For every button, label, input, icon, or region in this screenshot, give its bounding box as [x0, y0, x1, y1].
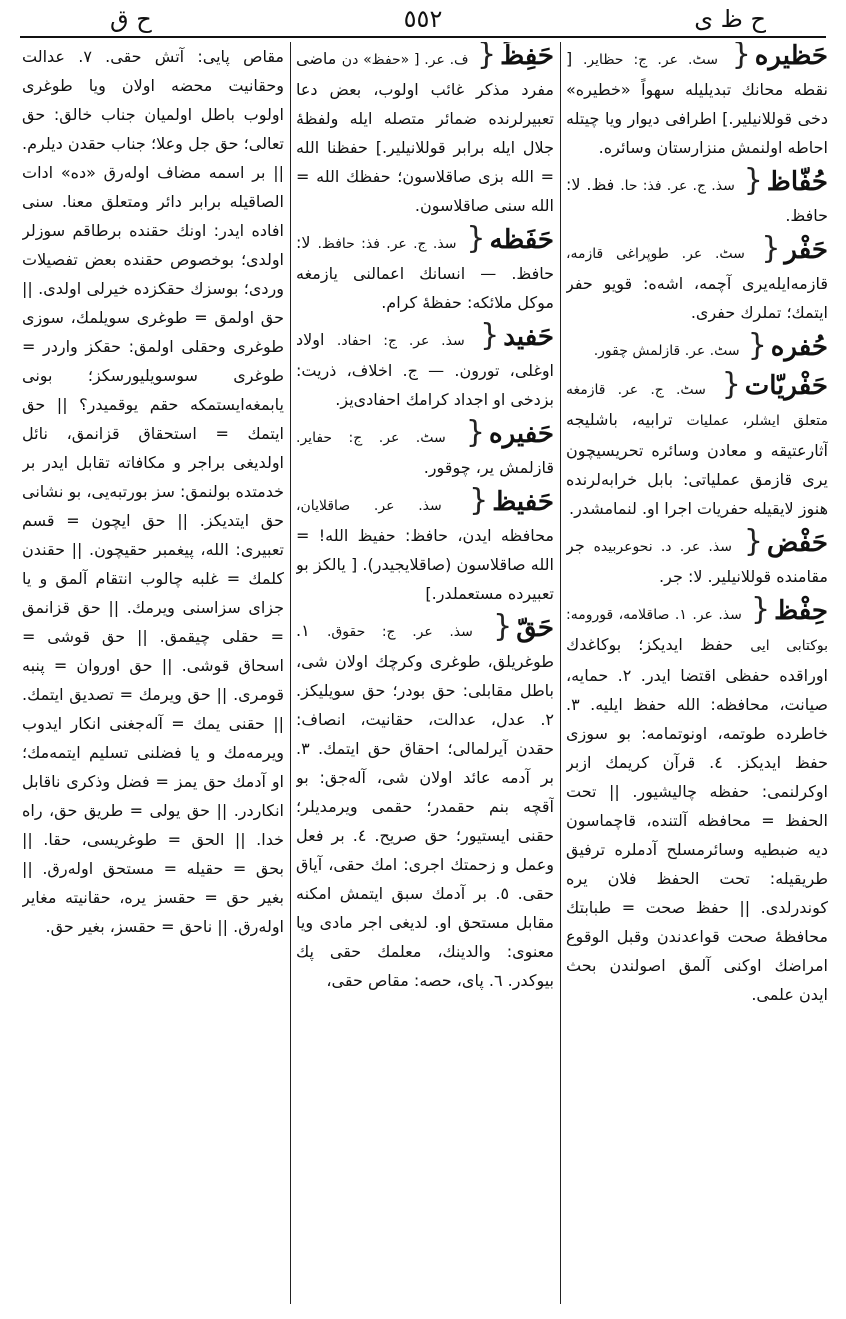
headword: حَفيره: [488, 419, 554, 449]
definition: ﻻ: حافظ. — انسانك اعمالنى يازمغه موكل ملائكه: حفظهٔ كرام.: [296, 233, 554, 312]
definition: ماضى مفرد مذكر غائب اولوب، بعض دعا تعبيرلرنده ضمائر متصله ايله ولفظهٔ جلال ايله برابر قوللانيلير.] حفظنا الله = الله بزى صاقلاسون؛ حفظك الله = الله سنى صاقلاسون.: [296, 49, 554, 215]
dictionary-entry: حَفْريّات{ سٹ. ج. عر. قازمغه متعلق ايشلر، عمليات ترابيه، باشليجه آثارعتيقه و معادن وسائره تحريسيچون يرى قازمق عملياتى: بابل خرابه‌لرنده هنوز لايقيله حفريات اجرا او. لنمامشدر.: [566, 367, 828, 518]
definition: حفظ ايديكز؛ بوكاغدك اوراقده حفظى اقتضا ايدر. ٢. حمايه، صيانت، محافظه: الله حفظ ايليه. ٣. خاطرده طوتمه، اونوتمامه: بو سوزى حفظ ايديكز. ٤. قرآن كريمك ازبر اوكرلنمى: حفظه چاليشيور. || تحت الحفظ = محافظه آلتنده، قاچماسون ديه ضبطيه وسائرمسلح آدملره ترفيق طريقيله: تحت الحفظ فلان يره كوندرلدى. || حفظ صحت = طبابتك محافظهٔ صحت قواعدندن وقبل الوقوع امراضك اوكنى آلمق اصولندن بحث ايدن علمى.: [566, 635, 828, 1004]
grammar-label: سذ. عر. ج: حقوق.: [326, 624, 473, 640]
headword: حَفْريّات: [744, 371, 828, 401]
grammar-label: ف. عر. [ «حفظ» دن: [341, 52, 469, 68]
headword: حَفْض: [766, 528, 828, 558]
headword: حُفره: [770, 332, 828, 362]
headword: حُفّاظ: [766, 167, 828, 197]
headword: حِفْظ: [774, 596, 828, 626]
grammar-label: سٹ. عر. ج: حفاير.: [296, 430, 446, 446]
definition: اولاد اوغلى، تورون. — ج. اخلاف، ذريت: بزدخى او اجداد كرامك احفادى‌يز.: [296, 330, 554, 409]
dictionary-entry: حِفْظ{ سذ. عر. ١. صاقلامه، قورومه: بوكتابى ايى حفظ ايديكز؛ بوكاغدك اوراقده حفظى اقتضا ايدر. ٢. حمايه، صيانت، محافظه: الله حفظ ايليه. ٣. خاطرده طوتمه، اونوتمامه: بو سوزى حفظ ايديكز. ٤. قرآن كريمك ازبر اوكرلنمى: حفظه چاليشيور. || تحت الحفظ = محافظه آلتنده، قاچماسون ديه ضبطيه وسائرمسلح آدملره ترفيق طريقيله: تحت الحفظ فلان يره كوندرلدى. || حفظ صحت = طبابتك محافظهٔ صحت قواعدندن وقبل الوقوع امراضك اوكنى آلمق اصولندن بحث ايدن علمى.: [566, 592, 828, 1004]
grammar-label: سذ. عر. صاقلايان،: [296, 498, 442, 514]
headword: حَفِظَ: [500, 42, 554, 71]
left-guide-word: ح ق: [110, 5, 152, 33]
dictionary-entry: حَفَظه{ سذ. ج. عر. فذ: حافظ. ﻻ: حافظ. — انسانك اعمالنى يازمغه موكل ملائكه: حفظهٔ كرام.: [296, 221, 554, 312]
column-middle: [296, 42, 554, 1304]
dictionary-entry: حُفره{ سٹ. عر. قازلمش چقور.: [593, 328, 828, 363]
grammar-label: سذ. عر. ج: احفاد.: [336, 333, 465, 349]
page-number: ٥٥٢: [403, 5, 443, 33]
dictionary-entry: حَفِظَ{ ف. عر. [ «حفظ» دن ماضى مفرد مذكر غائب اولوب، بعض دعا تعبيرلرنده ضمائر متصله ايله ولفظهٔ جلال ايله برابر قوللانيلير.] حفظنا الله = الله بزى صاقلاسون؛ حفظك الله = الله سنى صاقلاسون.: [296, 42, 554, 215]
definition: ترابيه، باشليجه آثارعتيقه و معادن وسائره تحريسيچون يرى قازمق عملياتى: بابل خرابه‌لرنده هنوز لايقيله حفريات اجرا او. لنمامشدر.: [566, 410, 828, 518]
grammar-label: سذ. عر. د. نحوعربيده: [593, 539, 732, 555]
dictionary-entry: حَقّ{ سذ. عر. ج: حقوق. ١. طوغريلق، طوغرى وكرچك اولان شى، باطل مقابلى: حق بودر؛ حق سويليكز. ٢. عدل، عدالت، حقانيت، انصاف: حقدن آيرلمالى؛ احقاق حق ايتمك. ٣. بر آدمه عائد اولان شى، آله‌جق: بو آقچه بنم حقمدر؛ حقمى ويرمديلر؛ حقنى ايستيور؛ حق صريح. ٤. بر فعل وعمل و زحمتك اجرى: امك حقى، آياق حقى. ٥. بر آدمك سبق ايتمش امكنه مقابل مستحق او. لديغى اجر مادى ويا معنوى: والدينك، معلمك حقى پك بيوكدر. ٦. پاى، حصه: مقاص حقى،: [296, 609, 554, 990]
dictionary-entry: حَفيره{ سٹ. عر. ج: حفاير. قازلمش ير، چوقور.: [296, 415, 554, 477]
definition: فظ. ﻻ: حافظ.: [566, 175, 828, 225]
dictionary-entry: حَفيظ{ سذ. عر. صاقلايان، محافظه ايدن، حافظ: حفيظ الله! = الله صاقلاسون (صاقلايجيدر). [ يالكز بو تعبيرده مستعملدر.]: [296, 483, 554, 603]
definition: ١. طوغريلق، طوغرى وكرچك اولان شى، باطل مقابلى: حق بودر؛ حق سويليكز. ٢. عدل، عدالت، حقانيت، انصاف: حقدن آيرلمالى؛ احقاق حق ايتمك. ٣. بر آدمه عائد اولان شى، آله‌جق: بو آقچه بنم حقمدر؛ حقمى ويرمديلر؛ حقنى ايستيور؛ حق صريح. ٤. بر فعل وعمل و زحمتك اجرى: امك حقى، آياق حقى. ٥. بر آدمك سبق ايتمش امكنه مقابل مستحق او. لديغى اجر مادى ويا معنوى: والدينك، معلمك حقى پك بيوكدر. ٦. پاى، حصه: مقاص حقى،: [296, 621, 554, 990]
header-rule: [20, 36, 826, 38]
definition: [ نقطه محانك تبديليله سهواً «خطيره» دخى قوللانيلير.] اطرافى ديوار ويا چيتله احاطه اولنمش منزارستان وسائره.: [566, 49, 828, 157]
headword: حَفيظ: [492, 487, 554, 517]
column-right: [566, 42, 828, 1304]
dictionary-entry: حَفيد{ سذ. عر. ج: احفاد. اولاد اوغلى، تورون. — ج. اخلاف، ذريت: بزدخى او اجداد كرامك احفادى‌يز.: [296, 318, 554, 409]
definition: جر مقامنده قوللانيلير. ﻻ: جر.: [566, 536, 828, 586]
dictionary-entry: حَفْر{ سٹ. عر. طوپراغى قازمه، قازمه‌ايله‌يرى آچمه، اشه‌ه: قويو حفر ايتمك؛ تملرك حفرى.: [566, 231, 828, 322]
grammar-label: سٹ. عر. ج: حظاير.: [582, 52, 718, 68]
headword: حَفيد: [503, 322, 554, 352]
page-header: [20, 4, 826, 38]
definition: قازلمش ير، چوقور.: [423, 458, 554, 477]
headword: حَظيره: [754, 42, 828, 71]
column-left: [22, 42, 284, 1304]
headword: حَقّ: [516, 613, 554, 643]
column-divider: [290, 42, 291, 1304]
grammar-label: سذ. ج. عر. فذ: حافظ.: [317, 236, 457, 252]
headword: حَفْر: [784, 235, 828, 265]
right-guide-word: ح ظ ى: [694, 5, 766, 33]
dictionary-entry: حَفْض{ سذ. عر. د. نحوعربيده جر مقامنده قوللانيلير. ﻻ: جر.: [566, 524, 828, 586]
grammar-label: سٹ. عر. طوپراغى قازمه،: [566, 246, 745, 262]
dictionary-entry: حَظيره{ سٹ. عر. ج: حظاير. [ نقطه محانك تبديليله سهواً «خطيره» دخى قوللانيلير.] اطرافى ديوار ويا چيتله احاطه اولنمش منزارستان وسائره.: [566, 42, 828, 157]
definition-continued: مقاص پايى: آتش حقى. ٧. عدالت وحقانيت محضه اولان ويا طوغرى اولوب باطل اولميان جناب خالق: حق تعالى؛ حق جل وعلا؛ جناب حقدن ديلرم. || بر اسمه مضاف اوله‌رق «ده» ادات الصاقيله برابر دائر ومتعلق معنا. سنى افاده ايدر: اونك حقنده برطاقم سوزلر اولدى؛ بوخصوص حقنده بعض تفصيلات وردى؛ بوسزك حقكزده خيرلى اولدى. || حق اولمق = طوغرى سويلمك، سوزى طوغرى وحقلى اولمق: حقكز واردر = طوغرى سوسويليورسكز؛ بونى يابمغه‌ايستمكه حقم يوقميدر؟ || حق ايتمك = استحقاق قزانمق، نائل اولديغى براجر و مكافاته تقابل ايدر بر خدمتده بولنمق: سز بورتبه‌يى، بو نشانى حق ايتديكز. || حق ايچون = قسم تعبيرى: الله، پيغمبر حقيچون. || حقندن كلمك = غلبه چالوب انتقام آلمق و يا جزاى سزاسنى ويرمك. || حق قزانمق = حقلى چيقمق. || حق قوشى = اسحاق قوشى. || حق اوروان = پنبه قومرى. || حق ويرمك = تصديق ايتمك. || حقنى يمك = آله‌جغنى انكار ايدوب ويرمه‌مك و يا فضلنى تسليم ايتمه‌مك؛ او آدمك حق يمز = فضل وذكرى ناقابل انكاردر. || حق يولى = طريق حق، راه خدا. || الحق = طوغريسى، حقا. || بحق = حقيله = مستحق اوله‌رق. || بغير حق = حقسز يره، حقانيته مغاير اوله‌رق. || ناحق = حقسز، بغير حق.: [22, 47, 284, 936]
grammar-label: سٹ. عر. قازلمش چقور.: [593, 343, 740, 359]
headword: حَفَظه: [489, 225, 554, 255]
grammar-label: سٹ. ج. عر. قازمغه متعلق ايشلر، عمليات: [566, 382, 828, 429]
grammar-label: سذ. ج. عر. فذ: حا.: [620, 178, 735, 194]
definition: محافظه ايدن، حافظ: حفيظ الله! = الله صاقلاسون (صاقلايجيدر). [ يالكز بو تعبيرده مستعملدر.]: [296, 526, 554, 603]
column-divider: [560, 42, 561, 1304]
dictionary-entry: حُفّاظ{ سذ. ج. عر. فذ: حا. فظ. ﻻ: حافظ.: [566, 163, 828, 225]
grammar-label: سذ. عر. ١. صاقلامه، قورومه: بوكتابى ايى: [566, 607, 828, 654]
definition: قازمه‌ايله‌يرى آچمه، اشه‌ه: قويو حفر ايتمك؛ تملرك حفرى.: [566, 274, 828, 322]
